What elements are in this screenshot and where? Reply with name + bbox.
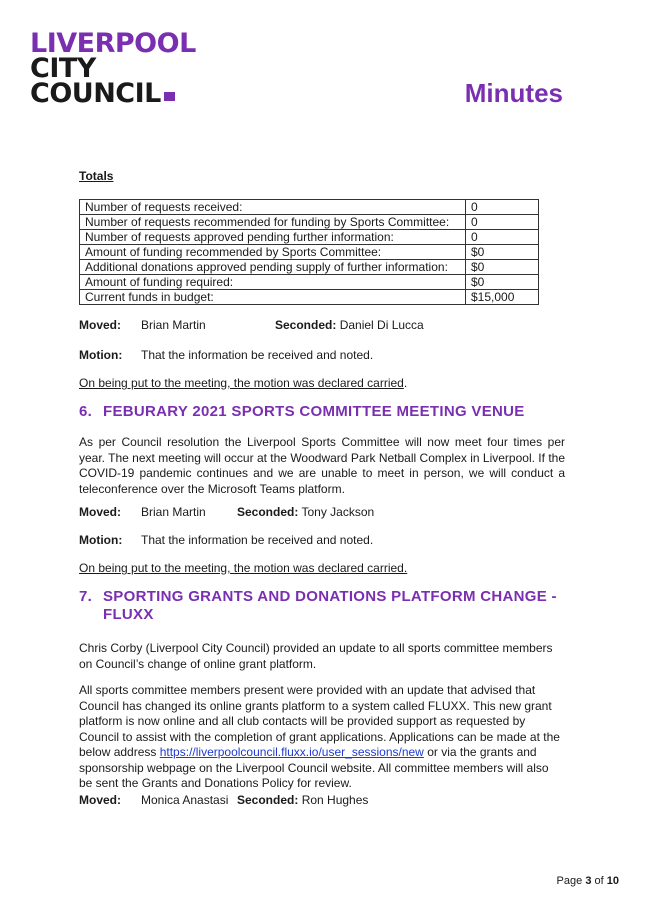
table-row bbox=[80, 245, 539, 260]
section-6-outcome bbox=[79, 561, 407, 575]
row-value: 0 bbox=[466, 215, 539, 230]
table-row bbox=[80, 200, 539, 215]
outcome-text: On being put to the meeting, the motion was declared carried. bbox=[79, 561, 408, 575]
moved-label: Moved: bbox=[79, 793, 121, 807]
row-value: $0 bbox=[466, 275, 539, 290]
moved-label: Moved: bbox=[79, 505, 121, 519]
seconded-name: Tony Jackson bbox=[301, 505, 375, 519]
totals-outcome: On being put to the meeting, the motion was declared carried. bbox=[79, 376, 408, 390]
totals-motion-line bbox=[79, 348, 373, 362]
motion-label: Motion: bbox=[79, 533, 123, 547]
moved-name: Brian Martin bbox=[141, 318, 206, 332]
logo-line-1: LIVERPOOL bbox=[30, 28, 196, 59]
logo-line-2: CITY bbox=[30, 53, 96, 84]
row-label: Number of requests approved pending further information: bbox=[80, 230, 466, 245]
section-7-heading: 7. SPORTING GRANTS AND DONATIONS PLATFORM CHANGE - FLUXX bbox=[79, 588, 557, 623]
row-label: Number of requests received: bbox=[80, 200, 466, 215]
totals-moved-line bbox=[79, 318, 424, 332]
seconded-name: Ron Hughes bbox=[301, 793, 369, 807]
totals-heading: Totals bbox=[79, 169, 114, 183]
row-value: 0 bbox=[466, 200, 539, 215]
fluxx-link[interactable]: https://liverpoolcouncil.fluxx.io/user_sessions/new bbox=[159, 745, 424, 759]
document-title: Minutes bbox=[464, 78, 563, 108]
section-7-title-cont: FLUXX bbox=[103, 606, 154, 623]
seconded-label: Seconded: bbox=[237, 793, 299, 807]
row-value: $0 bbox=[466, 245, 539, 260]
logo-line-3: COUNCIL bbox=[30, 78, 161, 109]
motion-text: That the information be received and noted. bbox=[141, 348, 374, 362]
section-6-title: FEBURARY 2021 SPORTS COMMITTEE MEETING VENUE bbox=[103, 403, 525, 420]
row-label: Amount of funding required: bbox=[80, 275, 466, 290]
motion-label: Motion: bbox=[79, 348, 123, 362]
table-row bbox=[80, 230, 539, 245]
seconded-label: Seconded: bbox=[237, 505, 299, 519]
moved-label: Moved: bbox=[79, 318, 121, 332]
seconded-label: Seconded: bbox=[275, 318, 337, 332]
table-row bbox=[80, 275, 539, 290]
section-6-motion-line bbox=[79, 533, 373, 547]
row-value: $0 bbox=[466, 260, 539, 275]
section-7-para-1: Chris Corby (Liverpool City Council) provided an update to all sports committee members on Council’s change of online grant platform. bbox=[79, 641, 553, 671]
motion-text: That the information be received and noted. bbox=[141, 533, 374, 547]
seconded-name: Daniel Di Lucca bbox=[339, 318, 424, 332]
moved-name: Brian Martin bbox=[141, 505, 206, 519]
moved-name: Monica Anastasi bbox=[141, 793, 229, 807]
outcome-text: On being put to the meeting, the motion was declared carried bbox=[79, 376, 404, 390]
section-6-body: As per Council resolution the Liverpool Sports Committee will now meet four times per year. The next meeting will occur at the Woodward Park Netball Complex in Liverpool. If the COVID-19 pandemic continues and we are unable to meet in person, we will conduct a teleconference over the Microsoft Teams platform. bbox=[79, 435, 565, 496]
row-label: Amount of funding recommended by Sports Committee: bbox=[80, 245, 466, 260]
table-row bbox=[80, 215, 539, 230]
logo-block-icon bbox=[164, 92, 175, 101]
council-logo bbox=[30, 28, 196, 109]
row-label: Additional donations approved pending supply of further information: bbox=[80, 260, 466, 275]
row-value: $15,000 bbox=[466, 290, 539, 305]
section-6-heading: 6. FEBURARY 2021 SPORTS COMMITTEE MEETING VENUE bbox=[79, 403, 525, 420]
table-row bbox=[80, 260, 539, 275]
section-7-moved-line bbox=[79, 793, 368, 807]
table-row bbox=[80, 290, 539, 305]
section-7-title: SPORTING GRANTS AND DONATIONS PLATFORM CHANGE - bbox=[103, 588, 557, 605]
row-value: 0 bbox=[466, 230, 539, 245]
row-label: Number of requests recommended for funding by Sports Committee: bbox=[80, 215, 466, 230]
row-label: Current funds in budget: bbox=[80, 290, 466, 305]
page-number: Page 3 of 10 bbox=[556, 875, 619, 887]
section-7-para-2: All sports committee members present were provided with an update that advised that Council has changed its online grants platform to a system called FLUXX. This new grant platform is now online and all club contacts will be provided support as requested by Council to assist with the completion of grant applications. Applications can be made at the below address https://liverpoolcouncil.fluxx.io/user_sessions/new or via the grants and sponsorship webpage on the Liverpool Council website. All committee members will also be sent the Grants and Donations Policy for review. bbox=[79, 683, 560, 790]
totals-table bbox=[79, 199, 539, 305]
section-6-moved-line bbox=[79, 505, 374, 519]
